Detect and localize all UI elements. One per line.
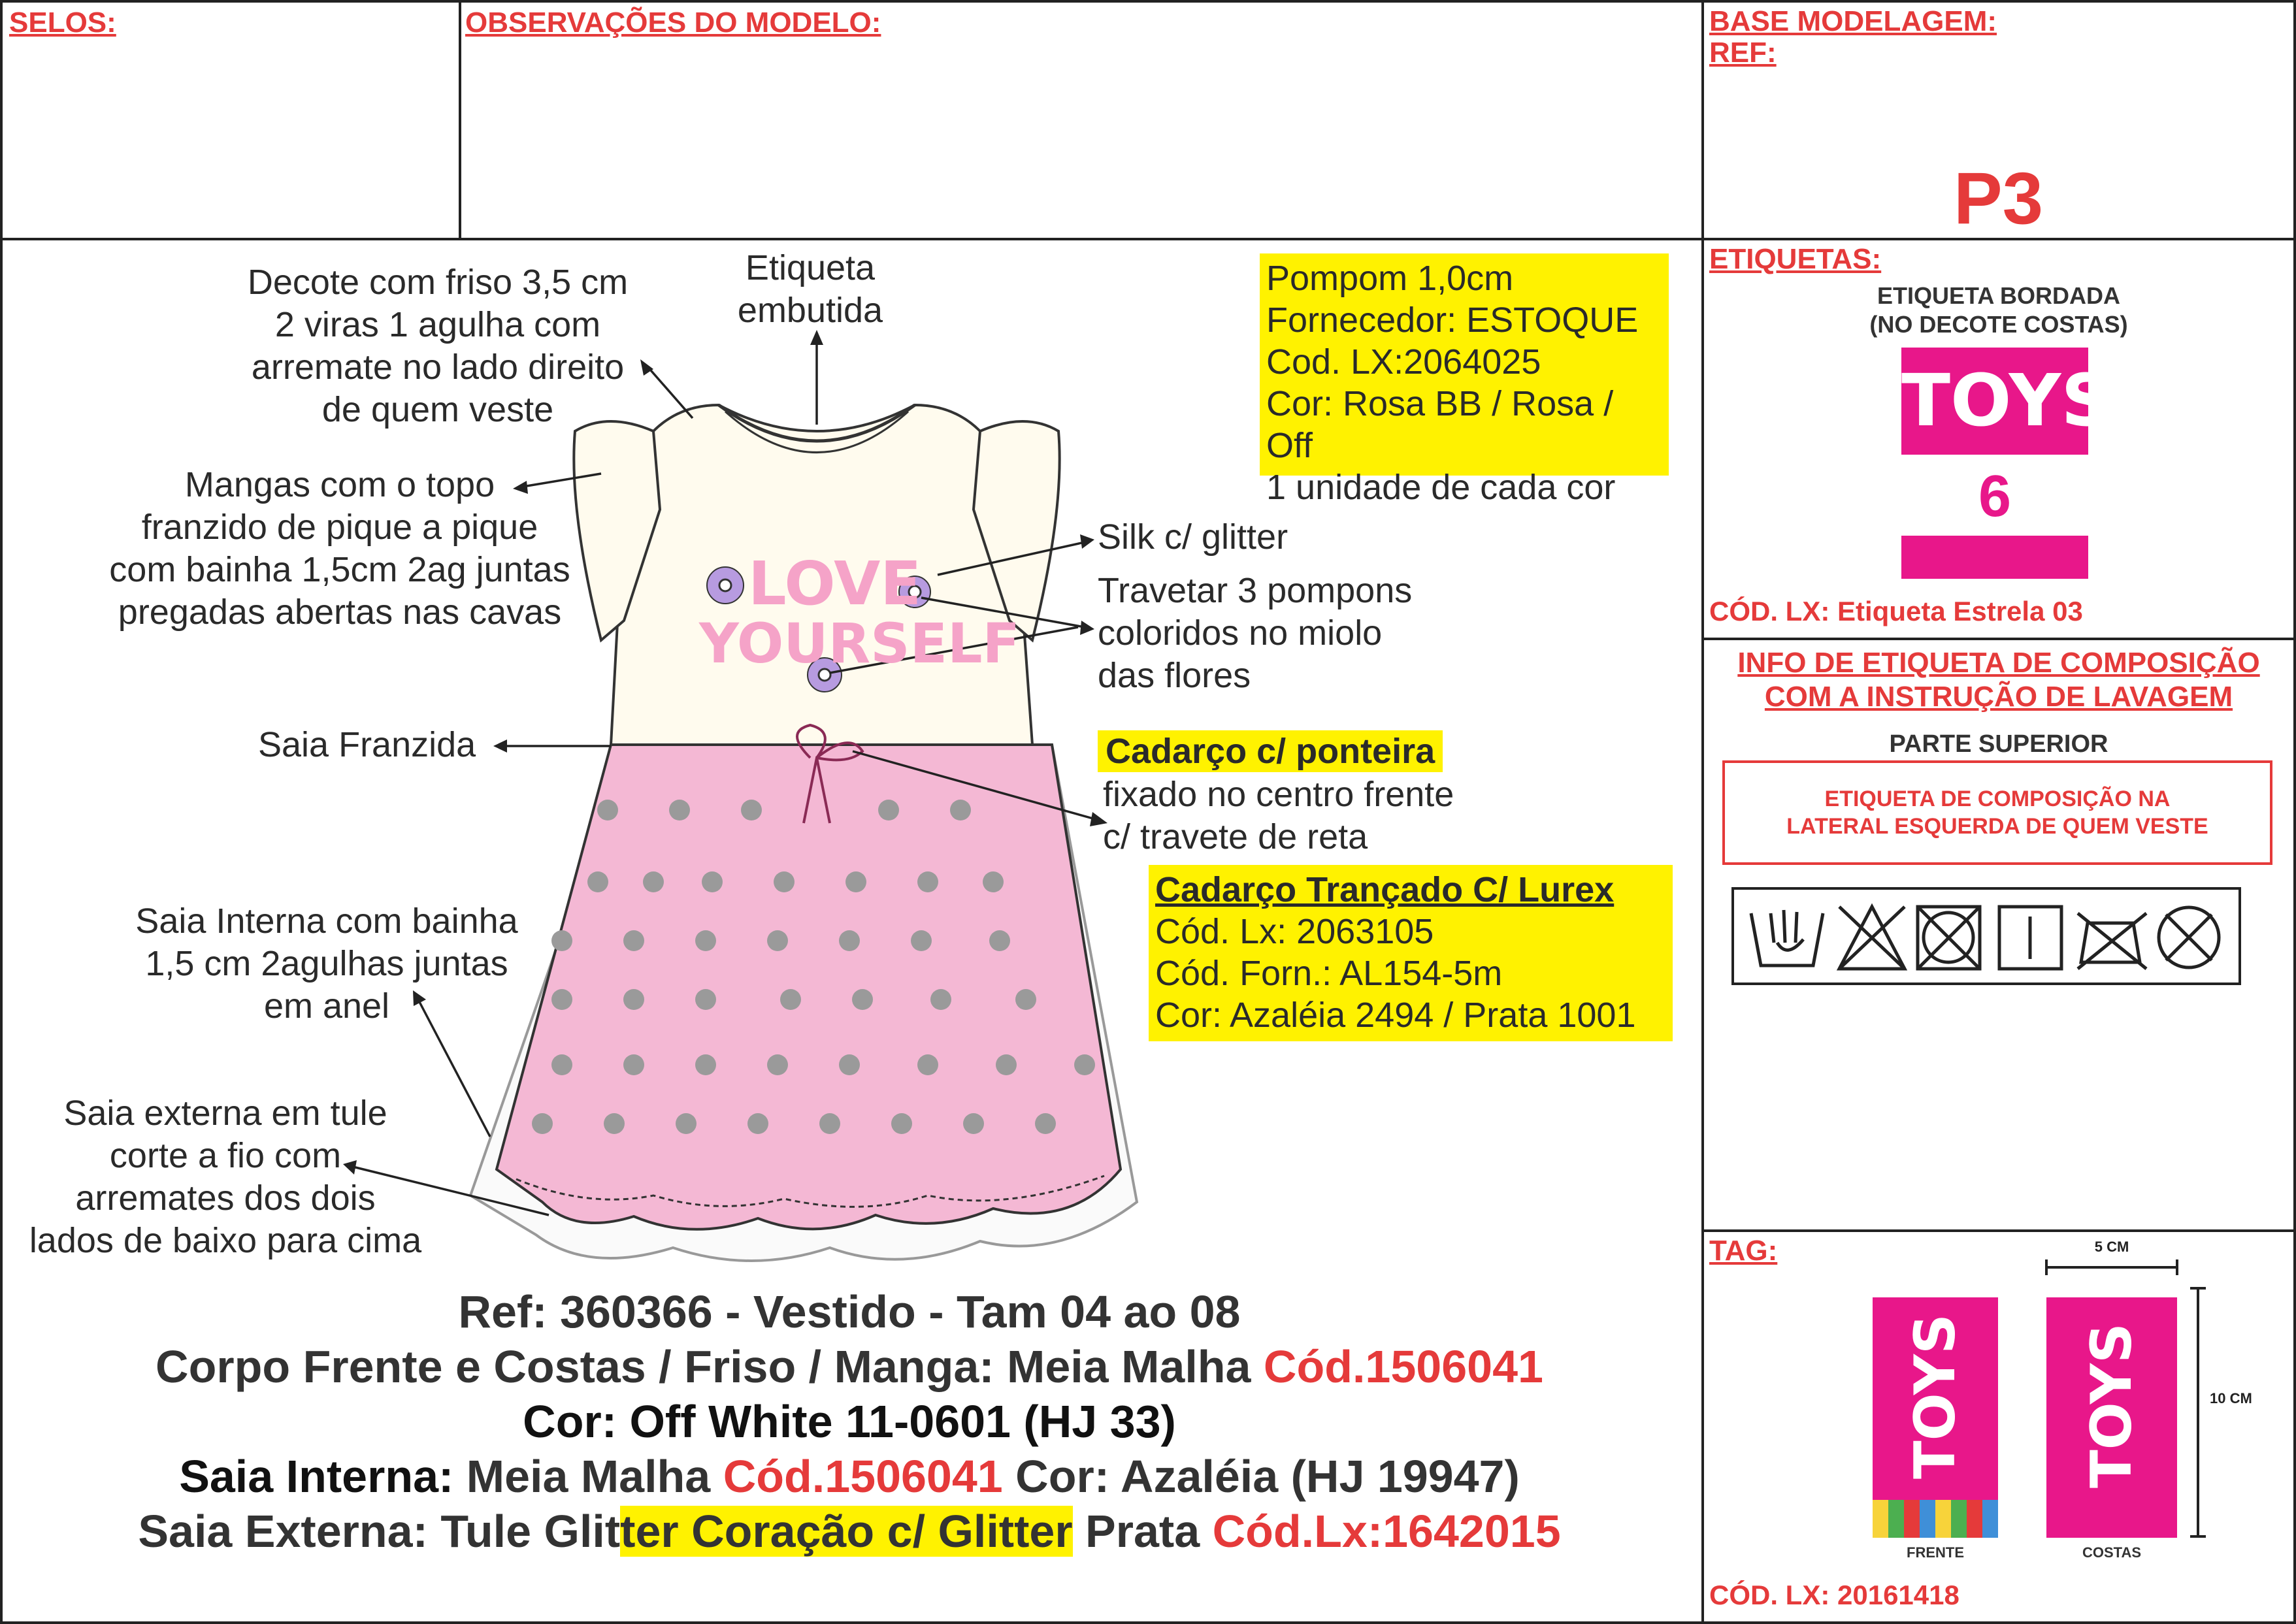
saia-externa-line: Saia Externa: Tule Glitter Coração c/ Glitter Prata Cód.Lx:1642015: [138, 1506, 1561, 1557]
print-yourself: YOURSELF: [699, 611, 1020, 675]
etiquetas-label: ETIQUETAS:: [1709, 243, 1882, 275]
cor-line: Cor: Off White 11-0601 (HJ 33): [523, 1396, 1176, 1447]
cadarco-title: Cadarço c/ ponteira: [1098, 730, 1443, 772]
composicao-red-box: [1722, 760, 2272, 865]
etiqueta-bordada: ETIQUETA BORDADA: [1877, 282, 2120, 309]
etiqueta-decote: (NO DECOTE COSTAS): [1869, 311, 2128, 338]
base-modelagem-label: BASE MODELAGEM:: [1709, 5, 1997, 37]
tag-front-blocks: [1873, 1500, 1998, 1538]
saia-externa-note: Saia externa em tule corte a fio com arremates dos dois lados de baixo para cima: [29, 1094, 422, 1260]
corpo-line: Corpo Frente e Costas / Friso / Manga: Meia Malha Cód.1506041: [156, 1341, 1543, 1392]
lurex-box: Cadarço Trançado C/ Lurex Cód. Lx: 2063105 Cód. Forn.: AL154-5m Cor: Azaléia 2494 / Prata 1001: [1149, 865, 1673, 1041]
ref-line: Ref: 360366 - Vestido - Tam 04 ao 08: [458, 1286, 1241, 1337]
tag-cod: CÓD. LX: 20161418: [1709, 1580, 1960, 1610]
silk-note: Silk c/ glitter: [1098, 517, 1288, 557]
composicao-box-line1: ETIQUETA DE COMPOSIÇÃO NA: [1824, 787, 2171, 811]
saia-interna-line: Saia Interna: Meia Malha Cód.1506041 Cor: Azaléia (HJ 19947): [179, 1451, 1520, 1502]
composicao-title-2: COM A INSTRUÇÃO DE LAVAGEM: [1764, 681, 2233, 713]
inner-skirt: [497, 745, 1121, 1229]
tag-frente-label: FRENTE: [1907, 1544, 1964, 1561]
care-symbols: [1731, 887, 2241, 985]
decote-note: Decote com friso 3,5 cm 2 viras 1 agulha com arremate no lado direito de quem veste: [247, 263, 629, 429]
observacoes-label: OBSERVAÇÕES DO MODELO:: [465, 7, 881, 39]
ref-label: REF:: [1709, 37, 1777, 69]
tag-back-logo: TOYS: [2079, 1323, 2144, 1488]
toys-label-bottom-strip: [1901, 536, 2088, 579]
cadarco-note: fixado no centro frente c/ travete de reta: [1103, 775, 1454, 856]
toys-logo: TOYS: [1901, 359, 2113, 442]
size-code: P3: [1954, 157, 2043, 239]
tag-costas-label: COSTAS: [2082, 1544, 2142, 1561]
etiqueta-size: 6: [1978, 464, 2012, 529]
tag-label: TAG:: [1709, 1235, 1778, 1267]
tag-height-label: 10 CM: [2210, 1390, 2252, 1406]
pompom-box: Pompom 1,0cm Fornecedor: ESTOQUE Cod. LX:2064025 Cor: Rosa BB / Rosa / Off 1 unidade de cada cor: [1260, 253, 1669, 476]
travetar-note: Travetar 3 pompons coloridos no miolo das flores: [1098, 571, 1413, 695]
selos-label: SELOS:: [9, 7, 116, 39]
composicao-title-1: INFO DE ETIQUETA DE COMPOSIÇÃO: [1737, 647, 2260, 679]
saia-franzida-note: Saia Franzida: [258, 725, 476, 764]
parte-superior: PARTE SUPERIOR: [1889, 730, 2108, 758]
saia-interna-note: Saia Interna com bainha 1,5 cm 2agulhas juntas em anel: [135, 901, 518, 1026]
etiqueta-cod: CÓD. LX: Etiqueta Estrela 03: [1709, 596, 2083, 626]
tag-front-logo: TOYS: [1903, 1314, 1968, 1479]
tag-width-label: 5 CM: [2094, 1239, 2129, 1255]
etiqueta-embutida-note: Etiqueta embutida: [737, 248, 883, 330]
print-love: LOVE: [748, 549, 922, 619]
mangas-note: Mangas com o topo franzido de pique a pique com bainha 1,5cm 2ag juntas pregadas abertas nas cavas: [109, 465, 570, 632]
composicao-box-line2: LATERAL ESQUERDA DE QUEM VESTE: [1786, 814, 2208, 839]
